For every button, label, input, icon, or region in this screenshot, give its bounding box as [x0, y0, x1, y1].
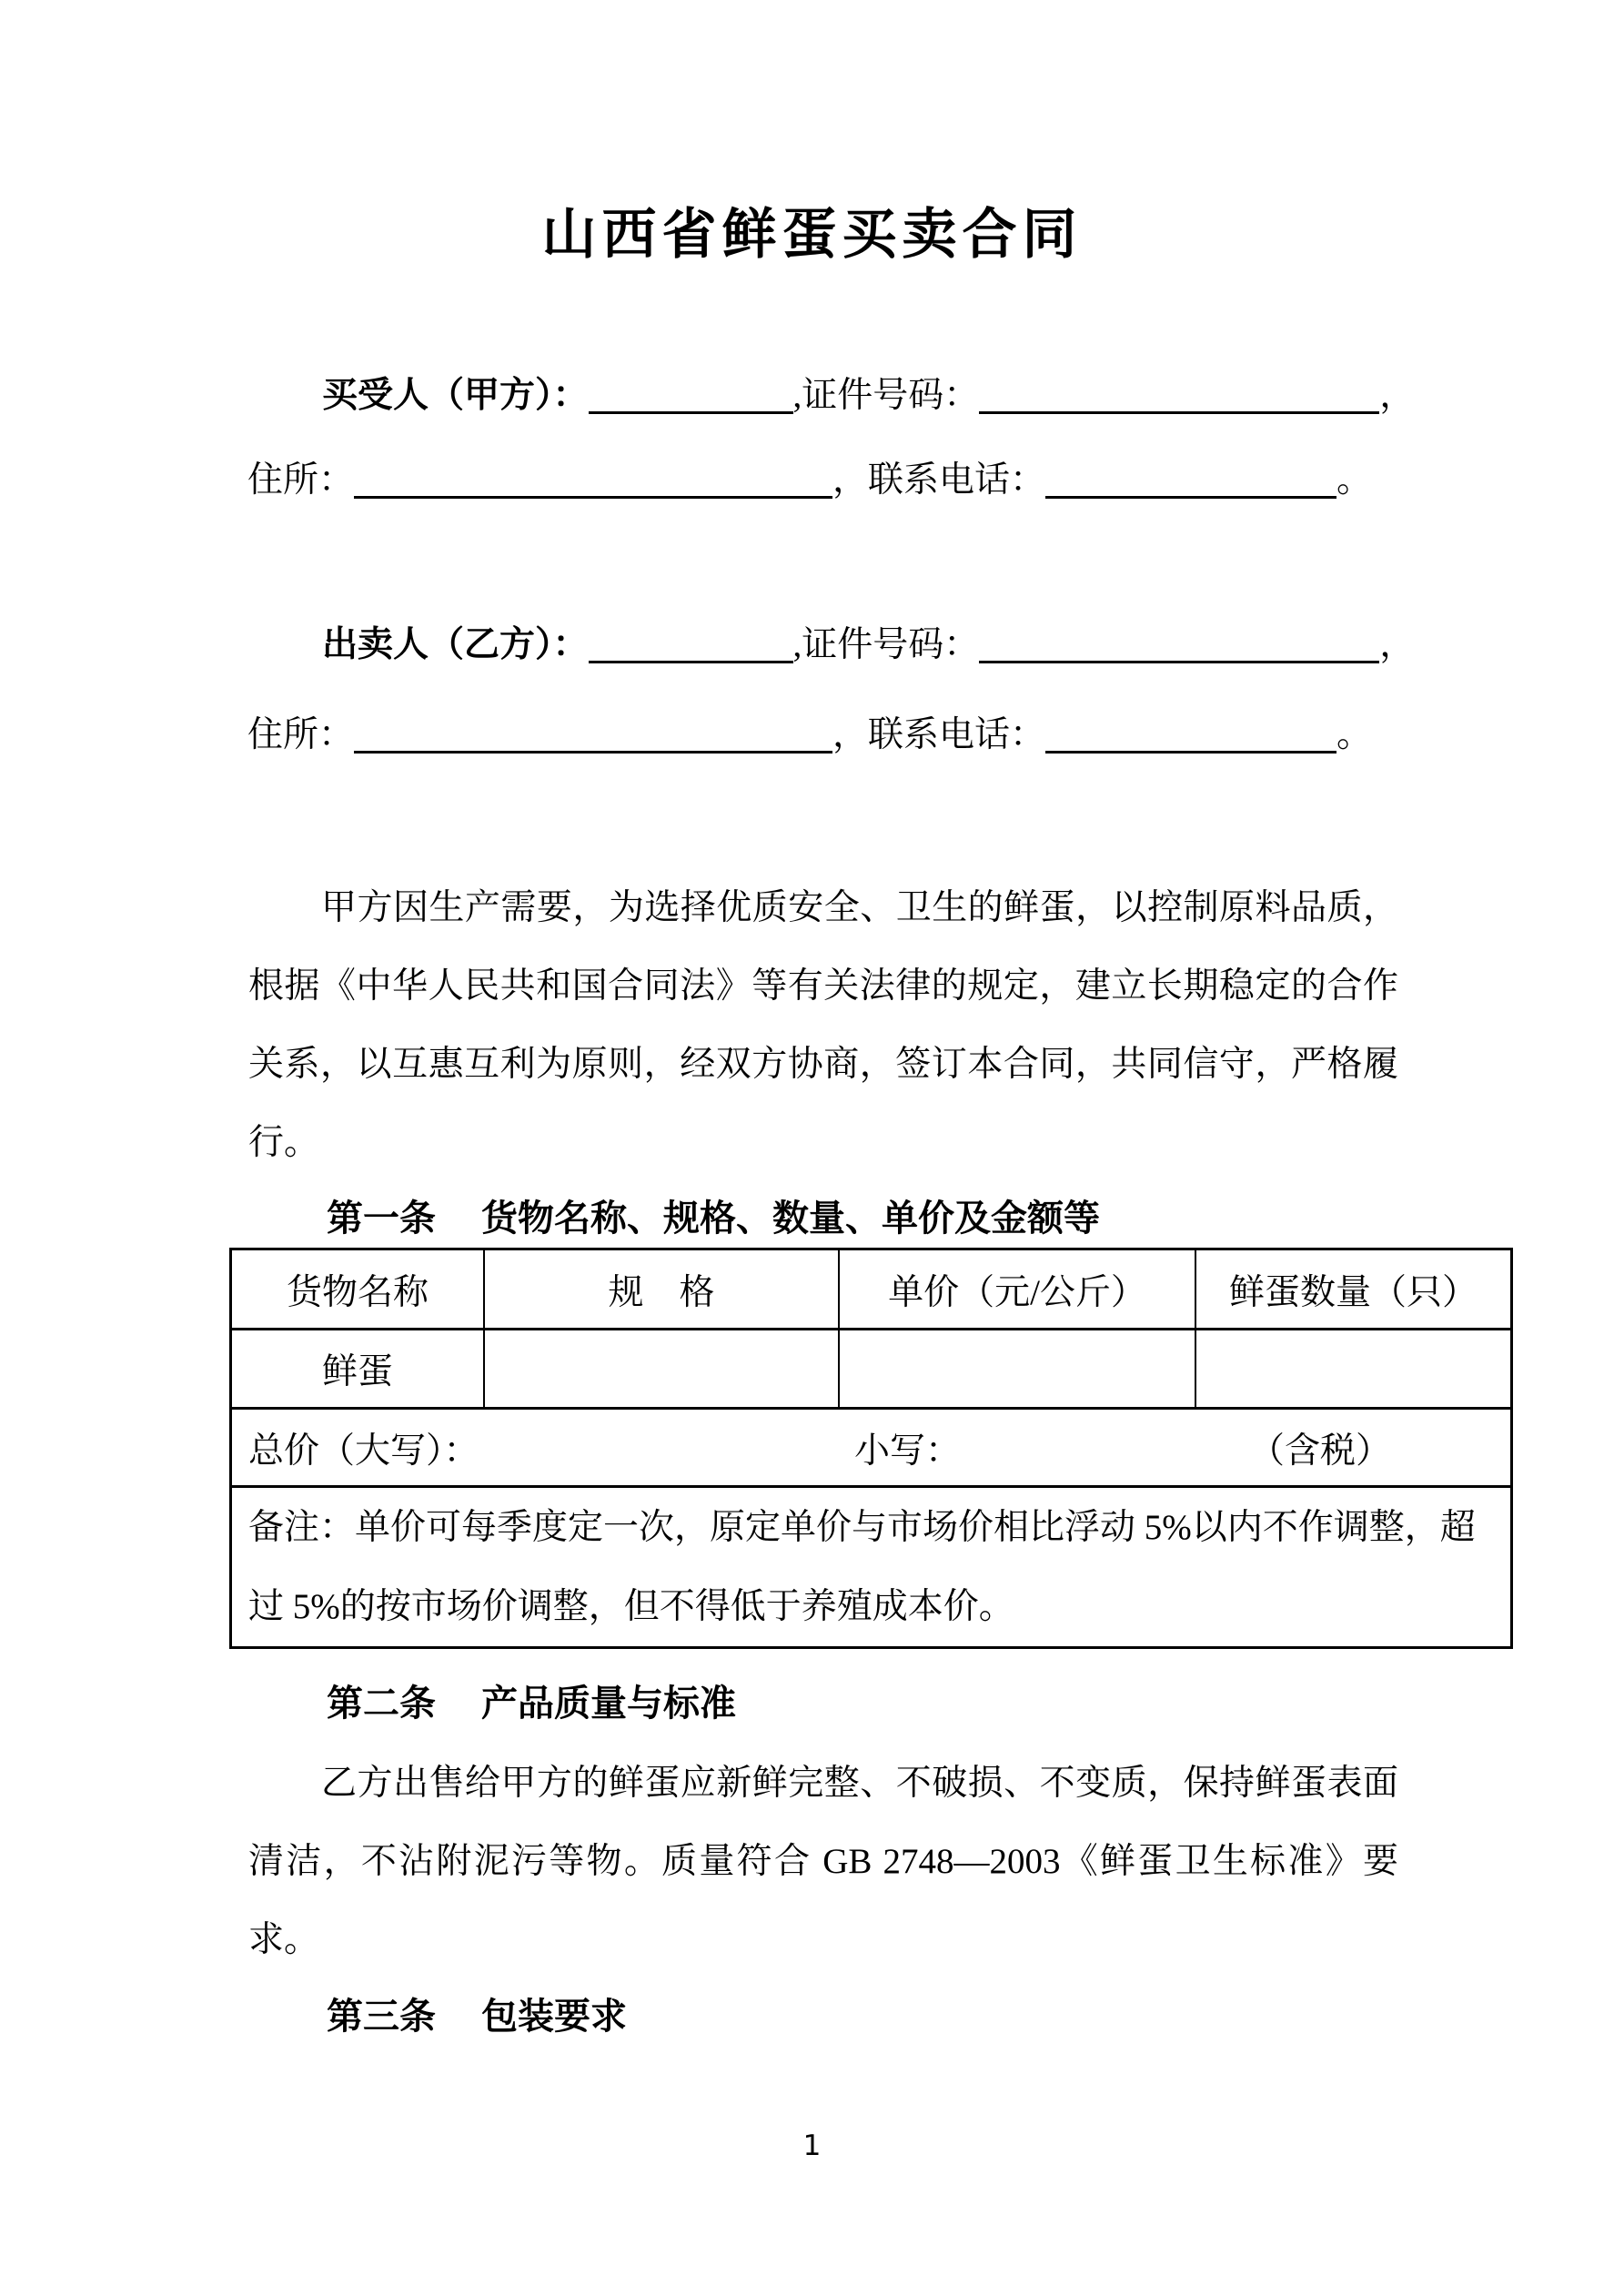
party-a-phone-blank [1045, 487, 1337, 499]
total-amount-words-label: 总价（大写）： [248, 1431, 479, 1471]
section-2-title: 产品质量与标准 [481, 1683, 736, 1724]
section-3-number: 第三条 [327, 1996, 436, 2037]
party-a-name-blank [589, 402, 793, 414]
party-b-name-label: 出卖人（乙方）： [322, 625, 589, 664]
party-a-address-label: 住所： [247, 460, 355, 500]
party-a-address-blank [354, 487, 832, 499]
header-spec: 规 格 [484, 1249, 839, 1330]
party-b-id-label: ,证件号码： [792, 625, 980, 664]
party-b-id-trailing-comma: ， [1379, 625, 1416, 664]
goods-table-total-row [231, 1409, 1512, 1487]
header-egg-quantity: 鲜蛋数量（只） [1195, 1249, 1512, 1330]
party-b-phone-label: ，联系电话： [832, 715, 1046, 754]
party-b-contact-line [247, 713, 1372, 758]
party-a-phone-trailing-period: 。 [1337, 460, 1373, 500]
goods-table-header-row [231, 1249, 1512, 1330]
header-unit-price: 单价（元/公斤） [839, 1249, 1195, 1330]
total-row-cell [231, 1409, 1512, 1487]
section-1-heading [327, 1197, 1100, 1240]
party-a-id-blank [979, 402, 1379, 414]
party-b-address-label: 住所： [247, 715, 355, 754]
total-tax-label: （含税） [1249, 1431, 1392, 1471]
goods-table [229, 1248, 1513, 1649]
party-b-name-blank [589, 652, 793, 663]
cell-unit-price-empty [839, 1330, 1195, 1409]
total-amount-figures-label: 小写： [854, 1431, 962, 1471]
party-b-phone-trailing-period: 。 [1337, 715, 1373, 754]
section-3-heading [327, 1995, 627, 2038]
goods-table-data-row [231, 1330, 1512, 1409]
section-2-number: 第二条 [327, 1683, 436, 1724]
goods-table-remark-row [231, 1487, 1512, 1648]
party-a-contact-line [247, 458, 1372, 503]
party-b-identity-line [322, 622, 1415, 668]
header-goods-name: 货物名称 [231, 1249, 485, 1330]
document-title: 山西省鲜蛋买卖合同 [541, 205, 1083, 265]
party-a-phone-label: ，联系电话： [832, 460, 1046, 500]
section-1-number: 第一条 [327, 1198, 436, 1239]
party-a-id-trailing-comma: ， [1379, 376, 1416, 415]
intro-paragraph: 甲方因生产需要，为选择优质安全、卫生的鲜蛋，以控制原料品质，根据《中华人民共和国合同法》等有关法律的规定，建立长期稳定的合作关系，以互惠互利为原则，经双方协商，签订本合同，共同信守，严格履行。 [248, 888, 1398, 1162]
section-3-title: 包装要求 [481, 1996, 627, 2037]
cell-goods-name: 鲜蛋 [231, 1330, 485, 1409]
remark-cell: 备注：单价可每季度定一次，原定单价与市场价相比浮动 5%以内不作调整，超过 5%的按市场价调整，但不得低于养殖成本价。 [231, 1487, 1512, 1648]
page-number: 1 [802, 2129, 822, 2162]
section-2-heading [327, 1682, 736, 1725]
party-b-phone-blank [1045, 742, 1337, 754]
quality-paragraph: 乙方出售给甲方的鲜蛋应新鲜完整、不破损、不变质，保持鲜蛋表面清洁，不沾附泥污等物。质量符合 GB 2748—2003《鲜蛋卫生标准》要求。 [248, 1764, 1398, 1959]
section-1-title: 货物名称、规格、数量、单价及金额等 [481, 1198, 1100, 1239]
party-b-id-blank [979, 652, 1379, 663]
party-a-name-label: 买受人（甲方）： [322, 376, 589, 415]
cell-quantity-empty [1195, 1330, 1512, 1409]
party-a-identity-line [322, 373, 1415, 419]
party-b-address-blank [354, 742, 832, 754]
cell-spec-empty [484, 1330, 839, 1409]
party-a-id-label: ,证件号码： [792, 376, 980, 415]
